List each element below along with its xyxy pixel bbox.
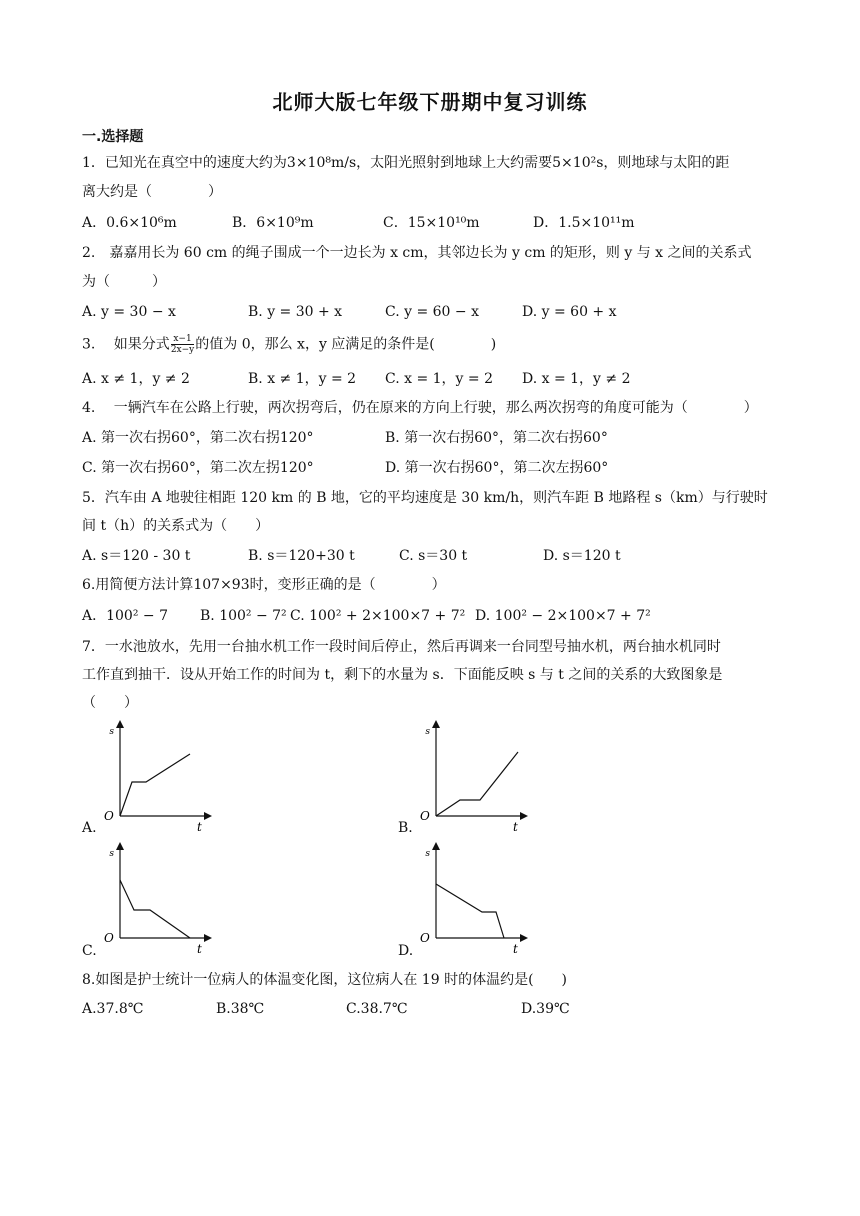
q7-option-b-label: B. xyxy=(398,820,413,836)
q5-option-d: D. s＝120 t xyxy=(543,548,621,564)
graph-c-origin-label: O xyxy=(104,931,114,945)
q8-option-a: A.37.8℃ xyxy=(82,1001,144,1017)
graph-c-t-label: t xyxy=(197,942,202,956)
q3-fraction-denominator: 2x−y xyxy=(170,345,195,355)
q3-stem xyxy=(82,334,496,355)
q1-option-c: C．15×10¹⁰m xyxy=(383,215,480,231)
q8-option-b: B.38℃ xyxy=(216,1001,265,1017)
q3-option-d: D. x = 1，y ≠ 2 xyxy=(522,371,631,387)
q7-graph-d xyxy=(416,838,536,958)
q5-stem-line2: 间 t（h）的关系式为（ ） xyxy=(82,518,270,534)
q2-option-c: C. y = 60 − x xyxy=(385,304,479,320)
q4-option-a: A. 第一次右拐60°，第二次右拐120° xyxy=(82,430,314,446)
q2-stem-line2: 为（ ） xyxy=(82,274,166,290)
q4-option-d: D. 第一次右拐60°，第二次左拐60° xyxy=(385,460,609,476)
q7-option-a-label: A. xyxy=(82,820,97,836)
graph-d-t-label: t xyxy=(513,942,518,956)
graph-c-s-label: s xyxy=(109,849,114,859)
graph-d-s-label: s xyxy=(425,849,430,859)
graph-b-origin-label: O xyxy=(420,809,430,823)
q1-option-d: D．1.5×10¹¹m xyxy=(533,215,635,231)
q1-option-a: A．0.6×10⁶m xyxy=(82,215,177,231)
q3-fraction xyxy=(171,334,194,355)
graph-b-t-label: t xyxy=(513,820,518,834)
q7-graph-c xyxy=(100,838,220,958)
q2-option-d: D. y = 60 + x xyxy=(522,304,617,320)
q7-option-d-label: D. xyxy=(398,943,414,959)
q4-option-b: B. 第一次右拐60°，第二次右拐60° xyxy=(385,430,608,446)
q1-option-b: B．6×10⁹m xyxy=(232,215,314,231)
q5-option-c: C. s＝30 t xyxy=(399,548,468,564)
q8-option-c: C.38.7℃ xyxy=(346,1001,408,1017)
q6-option-d: D. 100² − 2×100×7 + 7² xyxy=(475,608,651,624)
graph-a-origin-label: O xyxy=(104,809,114,823)
q8-option-d: D.39℃ xyxy=(521,1001,570,1017)
graph-d-origin-label: O xyxy=(420,931,430,945)
q6-option-c: C. 100² + 2×100×7 + 7² xyxy=(290,608,466,624)
q7-stem-line2: 工作直到抽干．设从开始工作的时间为 t，剩下的水量为 s．下面能反映 s 与 t 之间的关系的大致图象是 xyxy=(82,667,723,683)
q5-option-b: B. s＝120+30 t xyxy=(248,548,355,564)
q8-stem: 8.如图是护士统计一位病人的体温变化图，这位病人在 19 时的体温约是( ) xyxy=(82,972,567,988)
q3-stem-prefix: 3. 如果分式 xyxy=(82,336,170,353)
q7-stem-line3: （ ） xyxy=(82,695,138,711)
q3-fraction-numerator: x−1 xyxy=(171,334,194,345)
q7-graph-b xyxy=(416,716,536,836)
q3-option-a: A. x ≠ 1，y ≠ 2 xyxy=(82,371,190,387)
q5-option-a: A. s＝120 - 30 t xyxy=(82,548,191,564)
q3-option-c: C. x = 1，y = 2 xyxy=(385,371,493,387)
page-title: 北师大版七年级下册期中复习训练 xyxy=(272,90,588,114)
q2-option-a: A. y = 30 − x xyxy=(82,304,176,320)
q7-stem-line1: 7．一水池放水，先用一台抽水机工作一段时间后停止，然后再调来一台同型号抽水机，两台抽水机同时 xyxy=(82,639,721,655)
q7-graph-a xyxy=(100,716,220,836)
q1-stem-line1: 1．已知光在真空中的速度大约为3×10⁸m/s，太阳光照射到地球上大约需要5×10²s，则地球与太阳的距 xyxy=(82,155,730,171)
section-heading: 一.选择题 xyxy=(82,129,144,145)
q6-option-b: B. 100² − 7² xyxy=(200,608,287,624)
q7-option-c-label: C. xyxy=(82,943,97,959)
q3-stem-suffix: 的值为 0，那么 x，y 应满足的条件是( ) xyxy=(195,336,497,353)
graph-b-s-label: s xyxy=(425,727,430,737)
q2-option-b: B. y = 30 + x xyxy=(248,304,343,320)
q1-stem-line2: 离大约是（ ） xyxy=(82,184,222,200)
q5-stem-line1: 5．汽车由 A 地驶往相距 120 km 的 B 地，它的平均速度是 30 km/h，则汽车距 B 地路程 s（km）与行驶时 xyxy=(82,490,768,506)
graph-a-s-label: s xyxy=(109,727,114,737)
graph-a-t-label: t xyxy=(197,820,202,834)
q6-option-a: A．100² − 7 xyxy=(82,608,168,624)
q4-stem: 4. 一辆汽车在公路上行驶，两次拐弯后，仍在原来的方向上行驶，那么两次拐弯的角度可能为（ ） xyxy=(82,400,758,416)
q4-option-c: C. 第一次右拐60°，第二次左拐120° xyxy=(82,460,314,476)
q6-stem: 6.用简便方法计算107×93时，变形正确的是（ ） xyxy=(82,577,446,593)
q3-option-b: B. x ≠ 1，y = 2 xyxy=(248,371,357,387)
q2-stem-line1: 2. 嘉嘉用长为 60 cm 的绳子围成一个一边长为 x cm，其邻边长为 y cm 的矩形，则 y 与 x 之间的关系式 xyxy=(82,245,752,261)
